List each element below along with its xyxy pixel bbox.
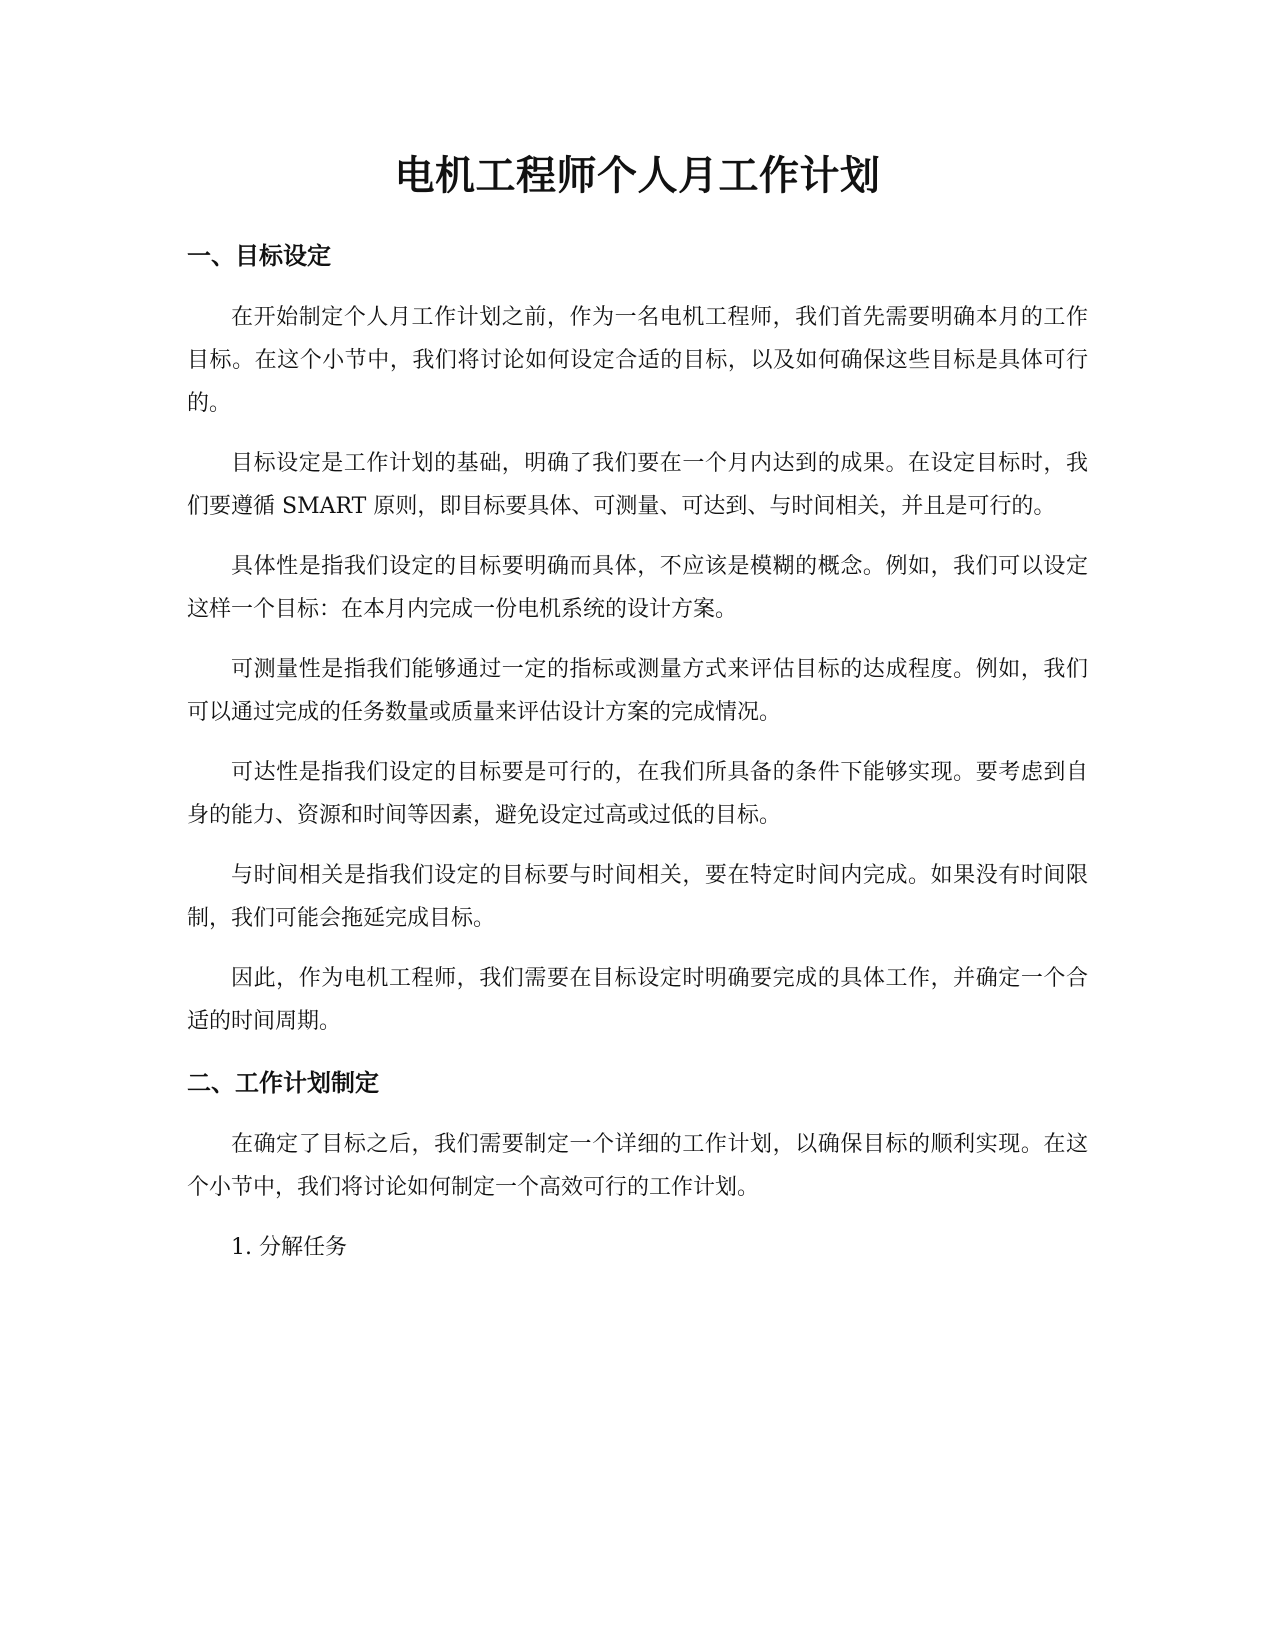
- paragraph: 因此，作为电机工程师，我们需要在目标设定时明确要完成的具体工作，并确定一个合适的时间周期。: [187, 966, 1088, 1034]
- page-title: 电机工程师个人月工作计划: [394, 153, 881, 199]
- paragraph: 在开始制定个人月工作计划之前，作为一名电机工程师，我们首先需要明确本月的工作目标。在这个小节中，我们将讨论如何设定合适的目标，以及如何确保这些目标是具体可行的。: [187, 305, 1088, 416]
- list-item: 1. 分解任务: [231, 1235, 347, 1260]
- paragraph: 具体性是指我们设定的目标要明确而具体，不应该是模糊的概念。例如，我们可以设定这样一个目标：在本月内完成一份电机系统的设计方案。: [187, 554, 1088, 622]
- section-heading: 一、目标设定: [187, 242, 331, 270]
- paragraph: 目标设定是工作计划的基础，明确了我们要在一个月内达到的成果。在设定目标时，我们要遵循 SMART 原则，即目标要具体、可测量、可达到、与时间相关，并且是可行的。: [187, 451, 1088, 519]
- section-goal-setting: [187, 238, 1088, 1043]
- paragraph: 可测量性是指我们能够通过一定的指标或测量方式来评估目标的达成程度。例如，我们可以通过完成的任务数量或质量来评估设计方案的完成情况。: [187, 657, 1088, 725]
- section-heading: 二、工作计划制定: [187, 1069, 379, 1097]
- section-work-plan: [187, 1065, 1088, 1269]
- paragraph: 可达性是指我们设定的目标要是可行的，在我们所具备的条件下能够实现。要考虑到自身的能力、资源和时间等因素，避免设定过高或过低的目标。: [187, 760, 1088, 828]
- paragraph: 与时间相关是指我们设定的目标要与时间相关，要在特定时间内完成。如果没有时间限制，我们可能会拖延完成目标。: [187, 863, 1088, 931]
- paragraph: 在确定了目标之后，我们需要制定一个详细的工作计划，以确保目标的顺利实现。在这个小节中，我们将讨论如何制定一个高效可行的工作计划。: [187, 1132, 1088, 1200]
